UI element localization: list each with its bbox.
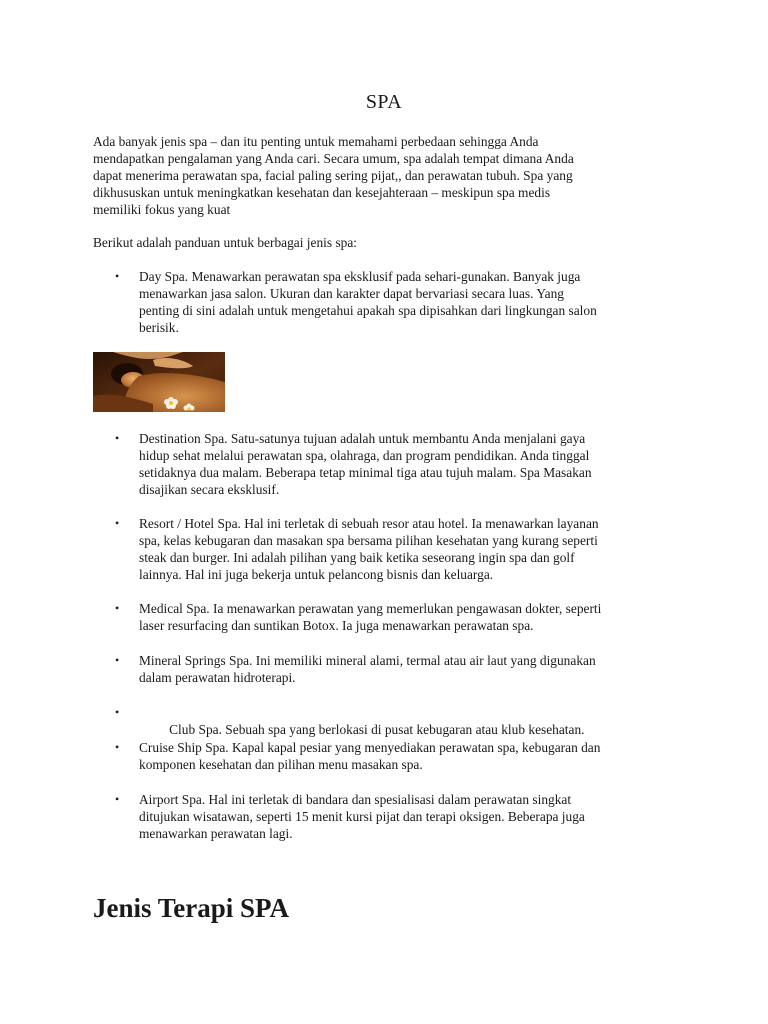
list-item-line: menawarkan perawatan lagi. (139, 826, 293, 841)
list-item-text (139, 652, 679, 686)
list-item-line: menawarkan jasa salon. Ukuran dan karakter dapat bervariasi secara luas. Yang (139, 286, 564, 301)
page-title: SPA (365, 91, 403, 113)
bullet-dot-icon: • (115, 269, 120, 283)
massage-illustration (93, 352, 225, 412)
list-item-line: Medical Spa. Ia menawarkan perawatan yang memerlukan pengawasan dokter, seperti (139, 601, 602, 616)
bullet-dot-icon: • (115, 740, 120, 754)
list-item-line: ditujukan wisatawan, seperti 15 menit kursi pijat dan terapi oksigen. Beberapa juga (139, 809, 585, 824)
bullet-dot-icon: • (115, 653, 120, 667)
list-item-text (139, 791, 679, 842)
bullet-dot-icon: • (115, 431, 120, 445)
bullet-dot-icon: • (115, 792, 120, 806)
list-item-line: Day Spa. Menawarkan perawatan spa eksklusif pada sehari-gunakan. Banyak juga (139, 269, 581, 284)
list-item-line: Cruise Ship Spa. Kapal kapal pesiar yang menyediakan perawatan spa, kebugaran dan (139, 740, 601, 755)
intro-paragraph (93, 133, 673, 218)
lead-paragraph: Berikut adalah panduan untuk berbagai jenis spa: (93, 235, 358, 250)
list-item-line: komponen kesehatan dan pilihan menu masakan spa. (139, 757, 423, 772)
spa-massage-photo (93, 352, 225, 412)
list-item-line: dalam perawatan hidroterapi. (139, 670, 296, 685)
list-item-line: berisik. (139, 320, 179, 335)
list-item-line: setidaknya dua malam. Beberapa tetap minimal tiga atau tujuh malam. Spa Masakan (139, 465, 592, 480)
list-item-line: Airport Spa. Hal ini terletak di bandara dan spesialisasi dalam perawatan singkat (139, 792, 572, 807)
list-item-text (139, 515, 679, 583)
list-item-text (139, 739, 679, 773)
bullet-dot-icon: • (115, 601, 120, 615)
list-item-text (139, 600, 679, 634)
intro-line: mendapatkan pengalaman yang Anda cari. Secara umum, spa adalah tempat dimana Anda (93, 151, 574, 166)
list-item-line: laser resurfacing dan suntikan Botox. Ia juga menawarkan perawatan spa. (139, 618, 534, 633)
intro-line: dikhususkan untuk meningkatkan kesehatan dan kesejahteraan – meskipun spa medis (93, 185, 551, 200)
intro-line: memiliki fokus yang kuat (93, 202, 231, 217)
intro-line: Ada banyak jenis spa – dan itu penting untuk memahami perbedaan sehingga Anda (93, 134, 539, 149)
list-item-text (139, 430, 679, 498)
list-item-line: Destination Spa. Satu-satunya tujuan adalah untuk membantu Anda menjalani gaya (139, 431, 586, 446)
list-item-line: lainnya. Hal ini juga bekerja untuk pelancong bisnis dan keluarga. (139, 567, 494, 582)
bullet-dot-icon: • (115, 516, 120, 530)
list-item-text (139, 268, 679, 336)
list-item-line: hidup sehat melalui perawatan spa, olahraga, dan program pendidikan. Anda tinggal (139, 448, 590, 463)
list-item-line: penting di sini adalah untuk mengetahui apakah spa dipisahkan dari lingkungan salon (139, 303, 597, 318)
list-item-line: Club Spa. Sebuah spa yang berlokasi di pusat kebugaran atau klub kesehatan. (165, 722, 585, 737)
section-heading: Jenis Terapi SPA (93, 893, 290, 923)
intro-line: dapat menerima perawatan spa, facial paling sering pijat,, dan perawatan tubuh. Spa yang (93, 168, 573, 183)
bullet-dot-icon: • (115, 705, 120, 719)
list-item-line: Resort / Hotel Spa. Hal ini terletak di sebuah resor atau hotel. Ia menawarkan layanan (139, 516, 599, 531)
list-item-line: disajikan secara eksklusif. (139, 482, 280, 497)
list-item-line: spa, kelas kebugaran dan masakan spa bersama pilihan kesehatan yang kurang seperti (139, 533, 598, 548)
list-item-line: steak dan burger. Ini adalah pilihan yang baik ketika seseorang ingin spa dan golf (139, 550, 575, 565)
list-item-line: Mineral Springs Spa. Ini memiliki mineral alami, termal atau air laut yang digunakan (139, 653, 596, 668)
